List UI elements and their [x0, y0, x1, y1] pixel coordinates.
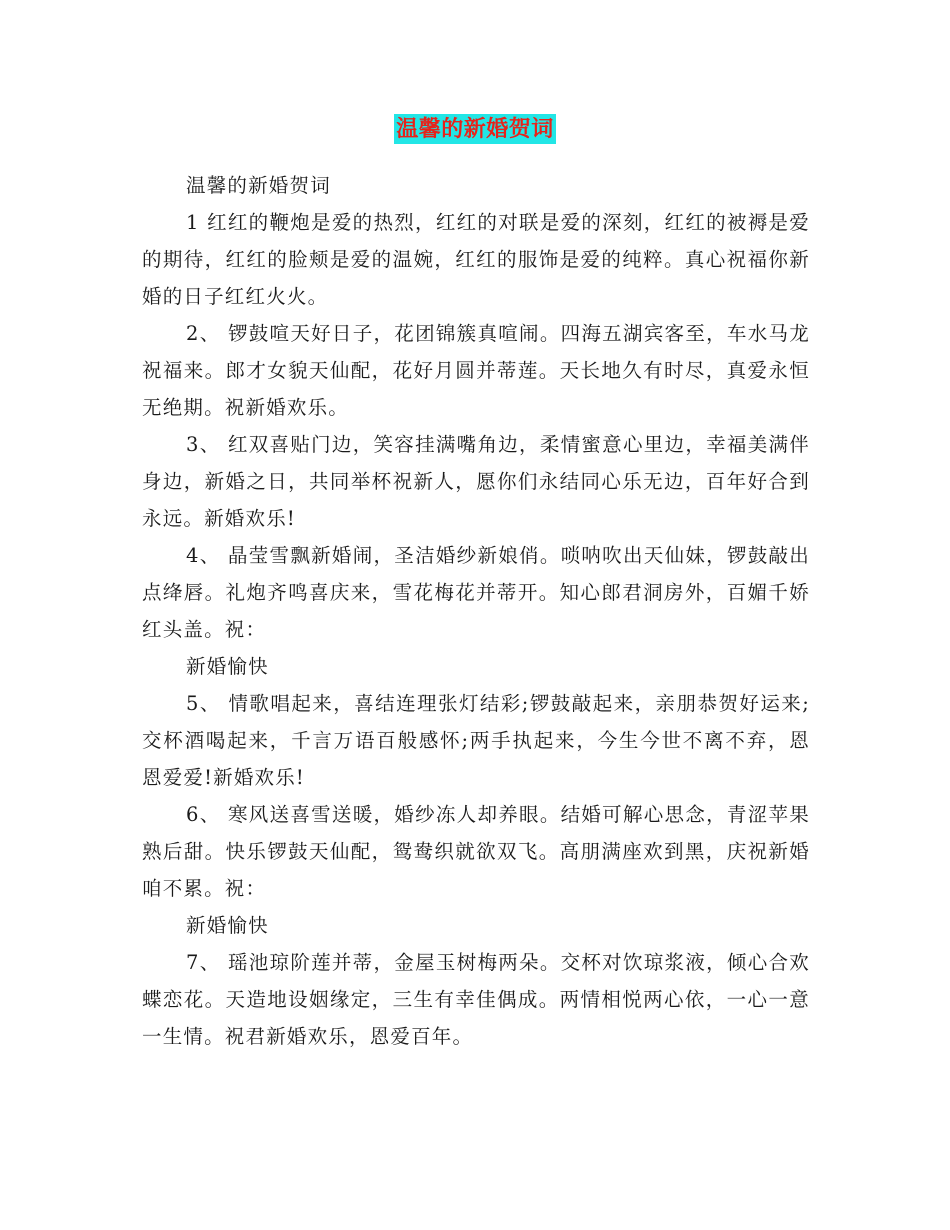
document-title: 温馨的新婚贺词 [396, 116, 554, 142]
paragraph-greeting-1: 1 红红的鞭炮是爱的热烈，红红的对联是爱的深刻，红红的被褥是爱的期待，红红的脸颊是爱的温婉，红红的服饰是爱的纯粹。真心祝福你新婚的日子红红火火。 [142, 211, 810, 308]
paragraph-closing-4: 新婚愉快 [186, 655, 269, 678]
paragraph-greeting-6: 6、 寒风送喜雪送暖，婚纱冻人却养眼。结婚可解心思念，青涩苹果熟后甜。快乐锣鼓天仙配，鸳鸯织就欲双飞。高朋满座欢到黑，庆祝新婚咱不累。祝： [142, 803, 810, 900]
paragraph-greeting-7: 7、 瑶池琼阶莲并蒂，金屋玉树梅两朵。交杯对饮琼浆液，倾心合欢蝶恋花。天造地设姻缘定，三生有幸佳偶成。两情相悦两心依，一心一意一生情。祝君新婚欢乐，恩爱百年。 [142, 951, 810, 1048]
title-container [0, 114, 950, 144]
document-body [142, 167, 810, 1055]
paragraph-greeting-4: 4、 晶莹雪飘新婚闹，圣洁婚纱新娘俏。唢呐吹出天仙妹，锣鼓敲出点绛唇。礼炮齐鸣喜庆来，雪花梅花并蒂开。知心郎君洞房外，百媚千娇红头盖。祝： [142, 544, 810, 641]
paragraph-closing-6: 新婚愉快 [186, 914, 269, 937]
paragraph-greeting-3: 3、 红双喜贴门边，笑容挂满嘴角边，柔情蜜意心里边，幸福美满伴身边，新婚之日，共同举杯祝新人，愿你们永结同心乐无边，百年好合到永远。新婚欢乐! [142, 433, 810, 530]
paragraph-subtitle: 温馨的新婚贺词 [186, 174, 331, 197]
paragraph-greeting-2: 2、 锣鼓喧天好日子，花团锦簇真喧闹。四海五湖宾客至，车水马龙祝福来。郎才女貌天仙配，花好月圆并蒂莲。天长地久有时尽，真爱永恒无绝期。祝新婚欢乐。 [142, 322, 810, 419]
paragraph-greeting-5: 5、 情歌唱起来，喜结连理张灯结彩;锣鼓敲起来，亲朋恭贺好运来;交杯酒喝起来，千言万语百般感怀;两手执起来，今生今世不离不弃，恩恩爱爱!新婚欢乐! [142, 692, 810, 789]
